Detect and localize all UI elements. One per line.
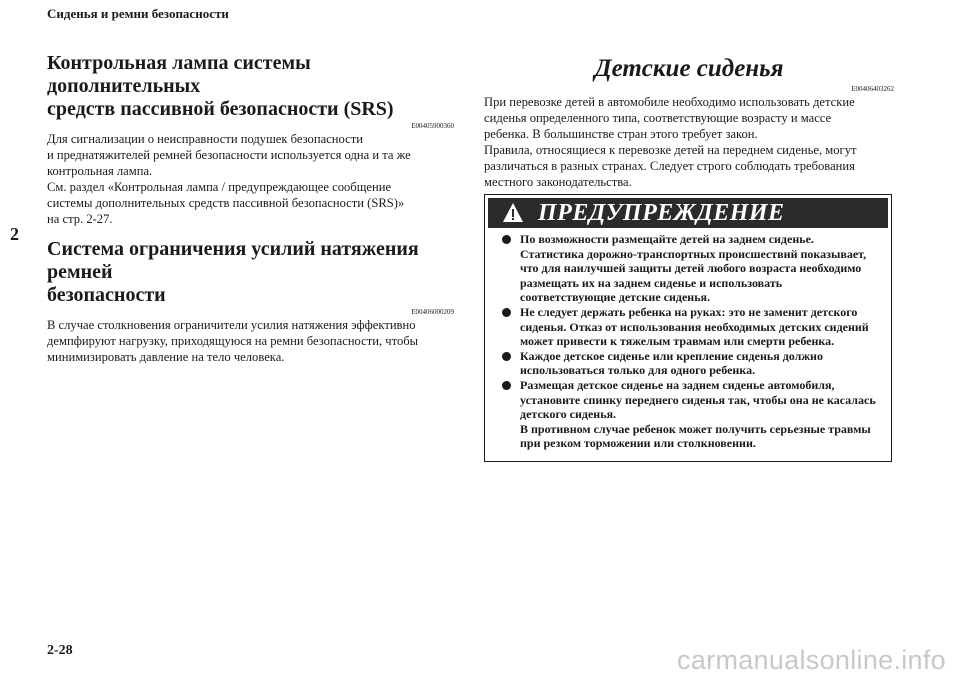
text-line: может привести к тяжелым травмам или смерти ребенка. [520, 334, 835, 349]
warning-item [493, 378, 883, 422]
text-line: местного законодательства. [484, 175, 632, 189]
warning-header [488, 198, 888, 228]
chapter-tab: 2 [10, 224, 19, 244]
text-line: Не следует держать ребенка на руках: это не заменит детского [520, 304, 858, 319]
page-reference[interactable]: на стр. 2-27. [47, 212, 113, 226]
section-title [47, 52, 454, 121]
text-line: сиденья. Отказ от использования необходимых детских сидений [520, 319, 869, 334]
text-line: соответствующие детские сиденья. [520, 290, 711, 305]
text-line: контрольная лампа. [47, 164, 153, 178]
bullet-icon [502, 352, 511, 361]
text-line: При перевозке детей в автомобиле необходимо использовать детские [484, 95, 855, 109]
section-srs-lamp [47, 52, 454, 227]
section-title-child-seats: Детские сиденья [594, 55, 784, 82]
title-line: Система ограничения усилий натяжения ремней [47, 238, 419, 283]
title-line: безопасности [47, 284, 166, 306]
section-code: E00405900360 [411, 122, 454, 130]
text-line: По возможности размещайте детей на заднем сиденье. [520, 232, 814, 246]
text-line: ребенка. В большинстве стран этого требует закон. [484, 127, 758, 141]
watermark: carmanualsonline.info [677, 645, 946, 675]
text-line: детского сиденья. [520, 407, 617, 422]
text-line: Размещая детское сиденье на заднем сиденье автомобиля, [520, 377, 835, 392]
title-line: Контрольная лампа системы дополнительных [47, 52, 311, 97]
warning-box [484, 194, 892, 462]
text-line: Каждое детское сиденье или крепление сиденья должно [520, 348, 823, 363]
running-header: Сиденья и ремни безопасности [47, 6, 229, 21]
section-paragraph [47, 131, 454, 227]
bullet-icon [502, 381, 511, 390]
text-line: Статистика дорожно-транспортных происшествий показывает, [520, 246, 867, 261]
text-line: сиденья определенного типа, соответствующие возрасту и массе [484, 111, 832, 125]
text-line: и преднатяжителей ремней безопасности используется одна и та же [47, 148, 411, 162]
page-number: 2-28 [47, 643, 73, 658]
section-title [47, 238, 454, 307]
text-line: установите спинку переднего сиденья так, чтобы она не касалась [520, 392, 876, 407]
text-line: что для наилучшей защиты детей любого возраста необходимо [520, 261, 862, 276]
right-column [484, 54, 894, 190]
text-line: В противном случае ребенок может получить серьезные травмы [520, 421, 871, 436]
text-line: системы дополнительных средств пассивной безопасности (SRS)» [47, 196, 405, 210]
section-belt-force-limiter [47, 238, 454, 365]
warning-item [493, 305, 883, 349]
text-line: демпфируют нагрузку, приходящуюся на ремни безопасности, чтобы [47, 334, 419, 348]
text-line: минимизировать давление на тело человека. [47, 350, 285, 364]
section-code: E00406000209 [411, 308, 454, 316]
section-paragraph [484, 94, 894, 190]
bullet-icon [502, 308, 511, 317]
section-code: E00406403262 [851, 85, 894, 93]
bullet-icon [502, 235, 511, 244]
text-line: Правила, относящиеся к перевозке детей на переднем сиденье, могут [484, 143, 857, 157]
text-line: Для сигнализации о неисправности подушек безопасности [47, 132, 363, 146]
text-line: различаться в разных странах. Следует строго соблюдать требования [484, 159, 855, 173]
section-paragraph [47, 317, 454, 365]
text-line: использоваться только для одного ребенка. [520, 363, 756, 378]
warning-title: ПРЕДУПРЕЖДЕНИЕ [538, 200, 785, 226]
title-line: средств пассивной безопасности (SRS) [47, 98, 394, 120]
warning-body [493, 232, 883, 451]
warning-triangle-icon [502, 202, 524, 224]
warning-item [493, 349, 883, 378]
left-column [47, 52, 454, 365]
text-line: См. раздел «Контрольная лампа / предупреждающее сообщение [47, 180, 392, 194]
text-line: размещать их на заднем сиденье и использовать [520, 275, 783, 290]
warning-note [493, 422, 883, 451]
warning-item [493, 232, 883, 305]
text-line: при резком торможении или столкновении. [520, 436, 756, 451]
text-line: В случае столкновения ограничители усилия натяжения эффективно [47, 318, 416, 332]
